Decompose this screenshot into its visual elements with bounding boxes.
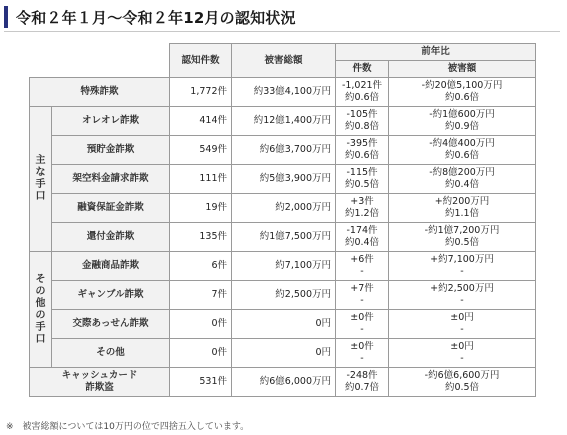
table-row-billing	[30, 165, 536, 194]
prev-count-cell: -174件 約0.4倍	[336, 223, 389, 252]
table-row-special	[30, 78, 536, 107]
row-label: 特殊詐欺	[30, 78, 170, 107]
damage-cell: 約6億6,000万円	[232, 368, 336, 397]
prev-count-cell: -248件 約0.7倍	[336, 368, 389, 397]
prev-count-cell: -395件 約0.6倍	[336, 136, 389, 165]
damage-cell: 0円	[232, 339, 336, 368]
table-row-oreore	[30, 107, 536, 136]
page-title: 令和２年１月～令和２年12月の認知状況	[16, 9, 296, 27]
header-count: 認知件数	[170, 44, 232, 78]
header-prev-damage: 被害額	[389, 61, 536, 78]
count-cell: 1,772件	[170, 78, 232, 107]
page-title-bar	[4, 4, 560, 32]
damage-cell: 約2,500万円	[232, 281, 336, 310]
prev-count-cell: -105件 約0.8倍	[336, 107, 389, 136]
prev-damage-cell: -約1億7,200万円 約0.5倍	[389, 223, 536, 252]
prev-damage-cell: ±0円 -	[389, 310, 536, 339]
count-cell: 0件	[170, 339, 232, 368]
row-label: 融資保証金詐欺	[52, 194, 170, 223]
row-label: 金融商品詐欺	[52, 252, 170, 281]
damage-cell: 約1億7,500万円	[232, 223, 336, 252]
title-accent-bar	[4, 6, 8, 28]
prev-damage-cell: +約2,500万円 -	[389, 281, 536, 310]
table-row-dating	[30, 310, 536, 339]
group-main-methods: 主 な 手 口	[30, 107, 52, 252]
damage-cell: 約5億3,900万円	[232, 165, 336, 194]
count-cell: 6件	[170, 252, 232, 281]
header-prev-count: 件数	[336, 61, 389, 78]
count-cell: 531件	[170, 368, 232, 397]
table-row-card	[30, 368, 536, 397]
prev-count-cell: ±0件 -	[336, 339, 389, 368]
row-label: その他	[52, 339, 170, 368]
prev-damage-cell: -約1億600万円 約0.9倍	[389, 107, 536, 136]
table-row-finance	[30, 252, 536, 281]
damage-cell: 約2,000万円	[232, 194, 336, 223]
prev-damage-cell: ±0円 -	[389, 339, 536, 368]
table-row-loan	[30, 194, 536, 223]
header-damage: 被害総額	[232, 44, 336, 78]
group-other-methods: そ の 他 の 手 口	[30, 252, 52, 368]
damage-cell: 0円	[232, 310, 336, 339]
table-row-refund	[30, 223, 536, 252]
damage-cell: 約7,100万円	[232, 252, 336, 281]
count-cell: 414件	[170, 107, 232, 136]
header-row	[30, 44, 536, 61]
table-row-gamble	[30, 281, 536, 310]
prev-damage-cell: -約8億200万円 約0.4倍	[389, 165, 536, 194]
count-cell: 549件	[170, 136, 232, 165]
prev-damage-cell: -約20億5,100万円 約0.6倍	[389, 78, 536, 107]
prev-count-cell: ±0件 -	[336, 310, 389, 339]
row-label: キャッシュカード 詐欺盗	[30, 368, 170, 397]
table-row-deposit	[30, 136, 536, 165]
prev-damage-cell: -約6億6,600万円 約0.5倍	[389, 368, 536, 397]
table-row-others	[30, 339, 536, 368]
damage-cell: 約12億1,400万円	[232, 107, 336, 136]
row-label: 架空料金請求詐欺	[52, 165, 170, 194]
count-cell: 19件	[170, 194, 232, 223]
prev-damage-cell: +約200万円 約1.1倍	[389, 194, 536, 223]
prev-count-cell: -115件 約0.5倍	[336, 165, 389, 194]
damage-cell: 約6億3,700万円	[232, 136, 336, 165]
row-label: 交際あっせん詐欺	[52, 310, 170, 339]
damage-cell: 約33億4,100万円	[232, 78, 336, 107]
prev-damage-cell: -約4億400万円 約0.6倍	[389, 136, 536, 165]
count-cell: 111件	[170, 165, 232, 194]
row-label: ギャンブル詐欺	[52, 281, 170, 310]
prev-count-cell: -1,021件 約0.6倍	[336, 78, 389, 107]
count-cell: 135件	[170, 223, 232, 252]
count-cell: 7件	[170, 281, 232, 310]
fraud-stats-table	[29, 43, 536, 397]
prev-count-cell: +7件 -	[336, 281, 389, 310]
header-prev-year: 前年比	[336, 44, 536, 61]
prev-count-cell: +6件 -	[336, 252, 389, 281]
count-cell: 0件	[170, 310, 232, 339]
prev-damage-cell: +約7,100万円 -	[389, 252, 536, 281]
row-label: 還付金詐欺	[52, 223, 170, 252]
footnote: ※ 被害総額については10万円の位で四捨五入しています。	[6, 422, 250, 432]
row-label: オレオレ詐欺	[52, 107, 170, 136]
row-label: 預貯金詐欺	[52, 136, 170, 165]
header-corner	[30, 44, 170, 78]
prev-count-cell: +3件 約1.2倍	[336, 194, 389, 223]
